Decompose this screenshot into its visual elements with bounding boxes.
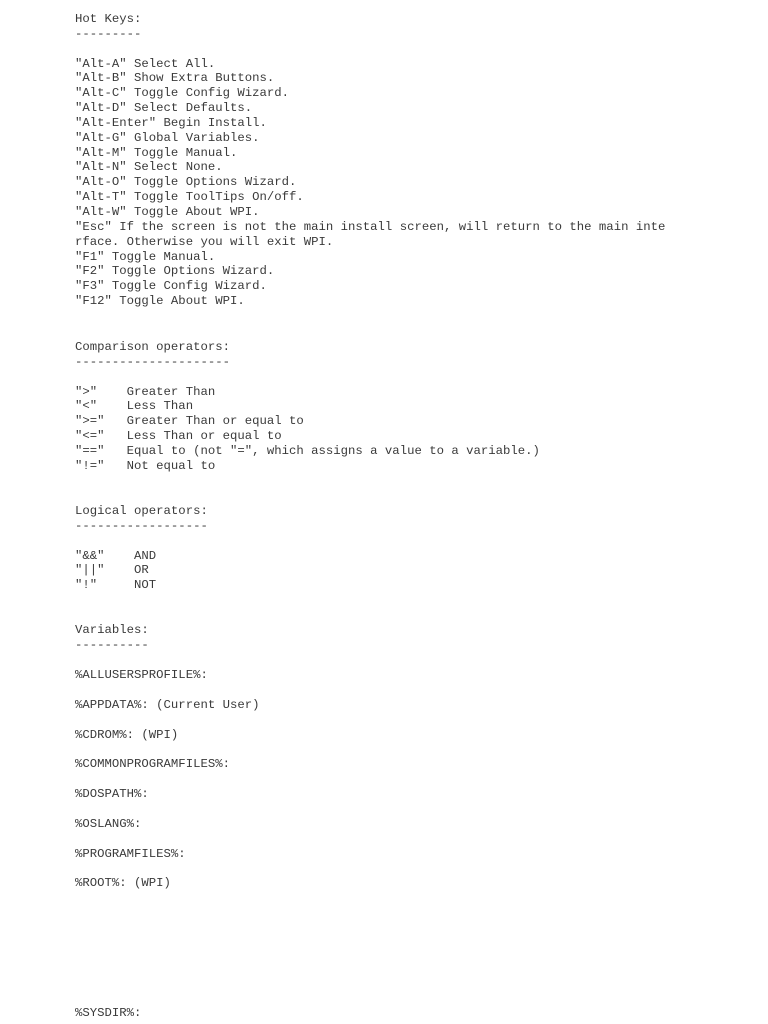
variable-item: %COMMONPROGRAMFILES%: xyxy=(75,757,230,771)
logical-rule: ------------------ xyxy=(75,518,208,533)
hotkey-line: "Alt-O" Toggle Options Wizard. xyxy=(75,175,297,190)
hotkey-line: "F2" Toggle Options Wizard. xyxy=(75,264,275,279)
logical-title: Logical operators: xyxy=(75,504,208,518)
hotkey-line: "Alt-T" Toggle ToolTips On/off. xyxy=(75,190,304,205)
comparison-line: ">=" Greater Than or equal to xyxy=(75,414,304,429)
variable-item: %DOSPATH%: xyxy=(75,787,149,801)
comparison-section xyxy=(75,340,755,474)
hotkey-line: "Alt-N" Select None. xyxy=(75,160,223,175)
logical-section xyxy=(75,504,755,593)
hotkey-line: "Alt-B" Show Extra Buttons. xyxy=(75,71,275,86)
logical-line: "||" OR xyxy=(75,563,149,578)
logical-line: "&&" AND xyxy=(75,548,157,563)
variables-title: Variables: xyxy=(75,623,149,637)
hotkey-line: "Alt-G" Global Variables. xyxy=(75,130,260,145)
comparison-line: ">" Greater Than xyxy=(75,384,216,399)
variables-section xyxy=(75,623,755,653)
variables-rule: ---------- xyxy=(75,637,149,652)
hotkey-line: "F12" Toggle About WPI. xyxy=(75,294,245,309)
hotkey-line: "Alt-D" Select Defaults. xyxy=(75,101,253,116)
hotkeys-title: Hot Keys: xyxy=(75,12,142,26)
hotkey-line: "Alt-C" Toggle Config Wizard. xyxy=(75,86,290,101)
variable-item: %APPDATA%: (Current User) xyxy=(75,698,260,712)
variable-item: %PROGRAMFILES%: xyxy=(75,847,186,861)
hotkey-line: "F1" Toggle Manual. xyxy=(75,249,216,264)
hotkey-line: "Esc" If the screen is not the main install screen, will return to the main inte xyxy=(75,219,666,234)
hotkey-line: rface. Otherwise you will exit WPI. xyxy=(75,234,334,249)
comparison-rule: --------------------- xyxy=(75,354,230,369)
hotkey-line: "Alt-A" Select All. xyxy=(75,56,216,71)
hotkey-line: "Alt-W" Toggle About WPI. xyxy=(75,204,260,219)
comparison-title: Comparison operators: xyxy=(75,340,230,354)
logical-line: "!" NOT xyxy=(75,578,157,593)
variable-item: %ROOT%: (WPI) xyxy=(75,876,171,890)
comparison-line: "==" Equal to (not "=", which assigns a value to a variable.) xyxy=(75,443,540,458)
variable-item: %OSLANG%: xyxy=(75,817,142,831)
hotkey-line: "Alt-Enter" Begin Install. xyxy=(75,115,267,130)
hotkey-line: "F3" Toggle Config Wizard. xyxy=(75,279,267,294)
variable-item: %ALLUSERSPROFILE%: xyxy=(75,668,208,682)
hotkeys-rule: --------- xyxy=(75,26,142,41)
hotkeys-section xyxy=(75,12,755,309)
comparison-line: "<=" Less Than or equal to xyxy=(75,429,282,444)
hotkey-line: "Alt-M" Toggle Manual. xyxy=(75,145,238,160)
comparison-line: "<" Less Than xyxy=(75,399,194,414)
comparison-line: "!=" Not equal to xyxy=(75,458,216,473)
variable-item: %SYSDIR%: xyxy=(75,1006,142,1020)
variable-item: %CDROM%: (WPI) xyxy=(75,728,179,742)
